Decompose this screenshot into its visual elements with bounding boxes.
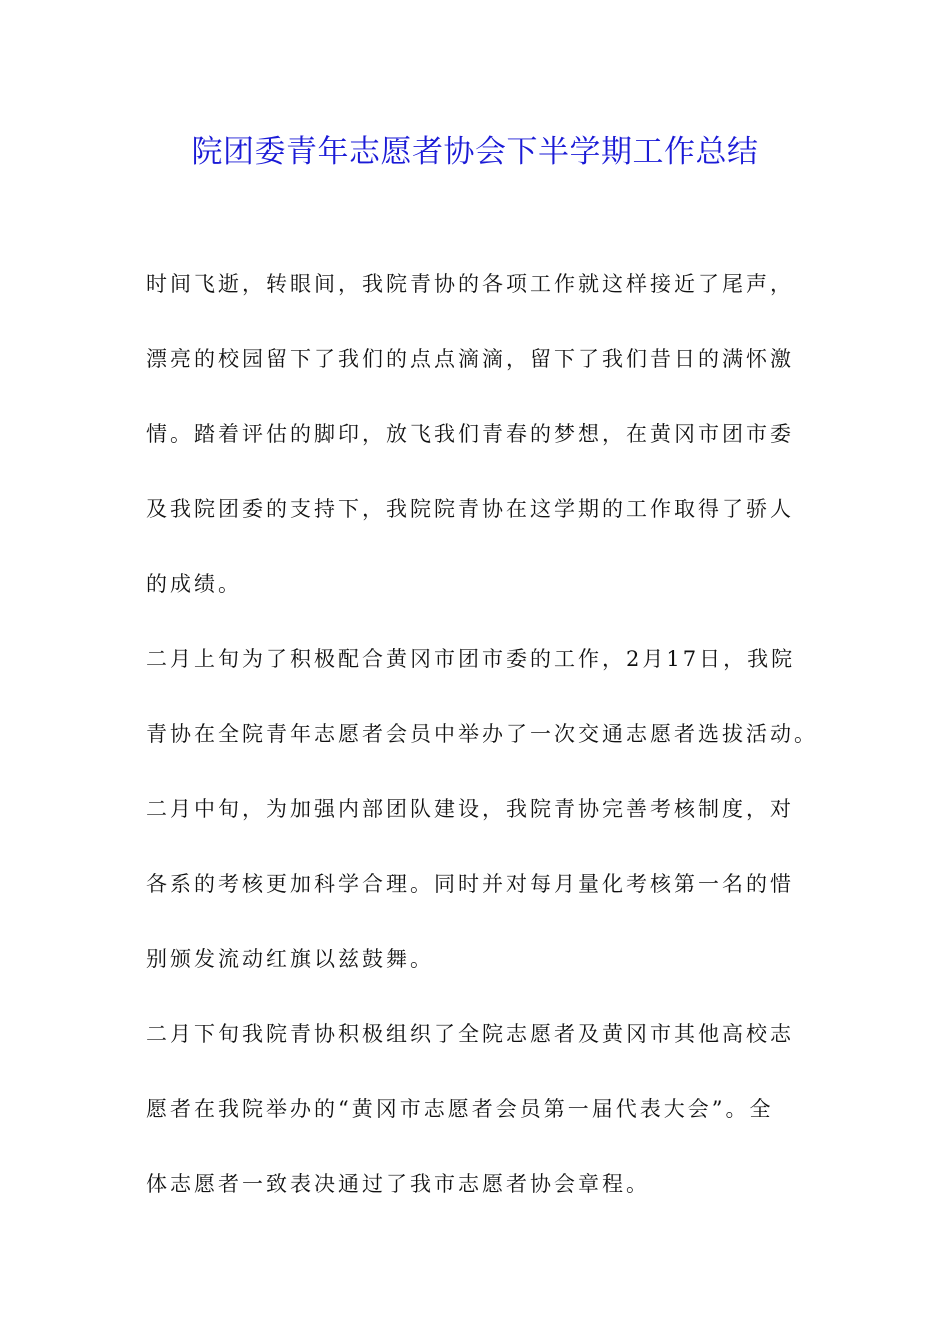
body-line: 的成绩。	[146, 572, 242, 596]
body-line: 青协在全院青年志愿者会员中举办了一次交通志愿者选拔活动。	[146, 722, 818, 746]
body-line: 二月中旬，为加强内部团队建设，我院青协完善考核制度，对	[146, 797, 794, 821]
body-line: 及我院团委的支持下，我院院青协在这学期的工作取得了骄人	[146, 497, 794, 521]
body-line: 各系的考核更加科学合理。同时并对每月量化考核第一名的惜	[146, 872, 794, 896]
body-line: 愿者在我院举办的“黄冈市志愿者会员第一届代表大会”。全	[146, 1097, 774, 1121]
body-line: 体志愿者一致表决通过了我市志愿者协会章程。	[146, 1172, 650, 1196]
body-line: 时间飞逝，转眼间，我院青协的各项工作就这样接近了尾声，	[146, 272, 794, 296]
document-title: 院团委青年志愿者协会下半学期工作总结	[191, 134, 759, 170]
body-line: 二月下旬我院青协积极组织了全院志愿者及黄冈市其他高校志	[146, 1022, 794, 1046]
body-line: 别颁发流动红旗以兹鼓舞。	[146, 947, 434, 971]
body-line: 漂亮的校园留下了我们的点点滴滴，留下了我们昔日的满怀激	[146, 347, 794, 371]
body-line: 情。踏着评估的脚印，放飞我们青春的梦想，在黄冈市团市委	[146, 422, 794, 446]
document-body	[146, 260, 818, 1235]
body-line: 二月上旬为了积极配合黄冈市团市委的工作，2月17日，我院	[146, 647, 796, 671]
